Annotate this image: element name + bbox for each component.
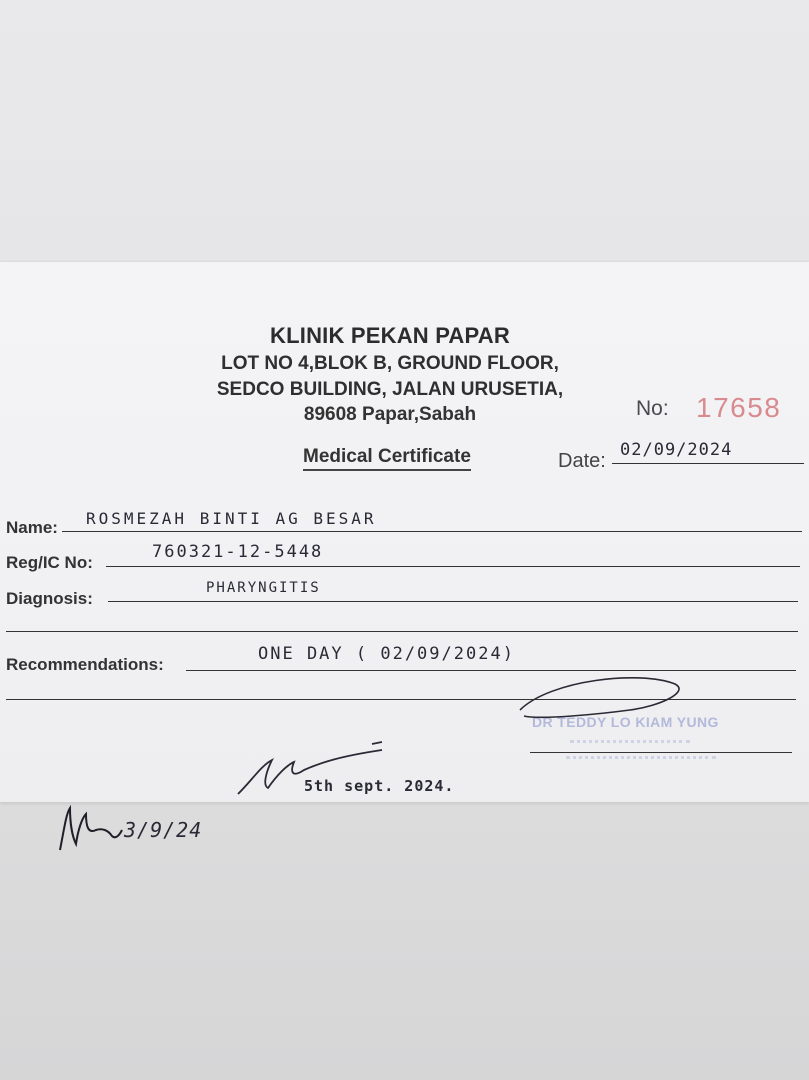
diagnosis-value: PHARYNGITIS bbox=[206, 580, 321, 596]
date-label: Date: bbox=[558, 450, 606, 472]
name-line bbox=[62, 531, 802, 532]
doctor-signature bbox=[510, 670, 710, 730]
reg-ic-line bbox=[106, 566, 800, 567]
initial-date: 3/9/24 bbox=[124, 818, 203, 842]
reg-ic-label: Reg/IC No: bbox=[6, 553, 93, 572]
clinic-address-line3: 89608 Papar,Sabah bbox=[303, 404, 477, 425]
certificate-no-value: 17658 bbox=[696, 392, 782, 423]
reg-ic-value: 760321-12-5448 bbox=[152, 542, 324, 562]
date-value: 02/09/2024 bbox=[620, 440, 733, 460]
recommendations-value: ONE DAY ( 02/09/2024) bbox=[258, 644, 515, 664]
name-label: Name: bbox=[6, 518, 58, 537]
diagnosis-line-2 bbox=[6, 631, 798, 632]
doctor-stamp: DR TEDDY LO KIAM YUNG bbox=[532, 714, 719, 730]
stamp-subline-2 bbox=[566, 756, 716, 759]
initial-signature bbox=[56, 800, 126, 860]
clinic-name: KLINIK PEKAN PAPAR bbox=[270, 323, 510, 348]
recommendations-label: Recommendations: bbox=[6, 655, 164, 674]
clinic-address-line1: LOT NO 4,BLOK B, GROUND FLOOR, bbox=[221, 353, 559, 374]
background-top bbox=[0, 0, 809, 270]
doctor-signature-line bbox=[530, 752, 792, 753]
certificate-no-label: No: bbox=[636, 397, 669, 420]
signature-date: 5th sept. 2024. bbox=[304, 777, 455, 795]
diagnosis-line bbox=[108, 601, 798, 602]
name-value: ROSMEZAH BINTI AG BESAR bbox=[86, 509, 377, 528]
diagnosis-label: Diagnosis: bbox=[6, 589, 93, 608]
stamp-subline bbox=[570, 740, 690, 743]
date-line bbox=[612, 463, 804, 464]
certificate-title: Medical Certificate bbox=[303, 446, 471, 471]
clinic-address-line2: SEDCO BUILDING, JALAN URUSETIA, bbox=[216, 379, 564, 400]
